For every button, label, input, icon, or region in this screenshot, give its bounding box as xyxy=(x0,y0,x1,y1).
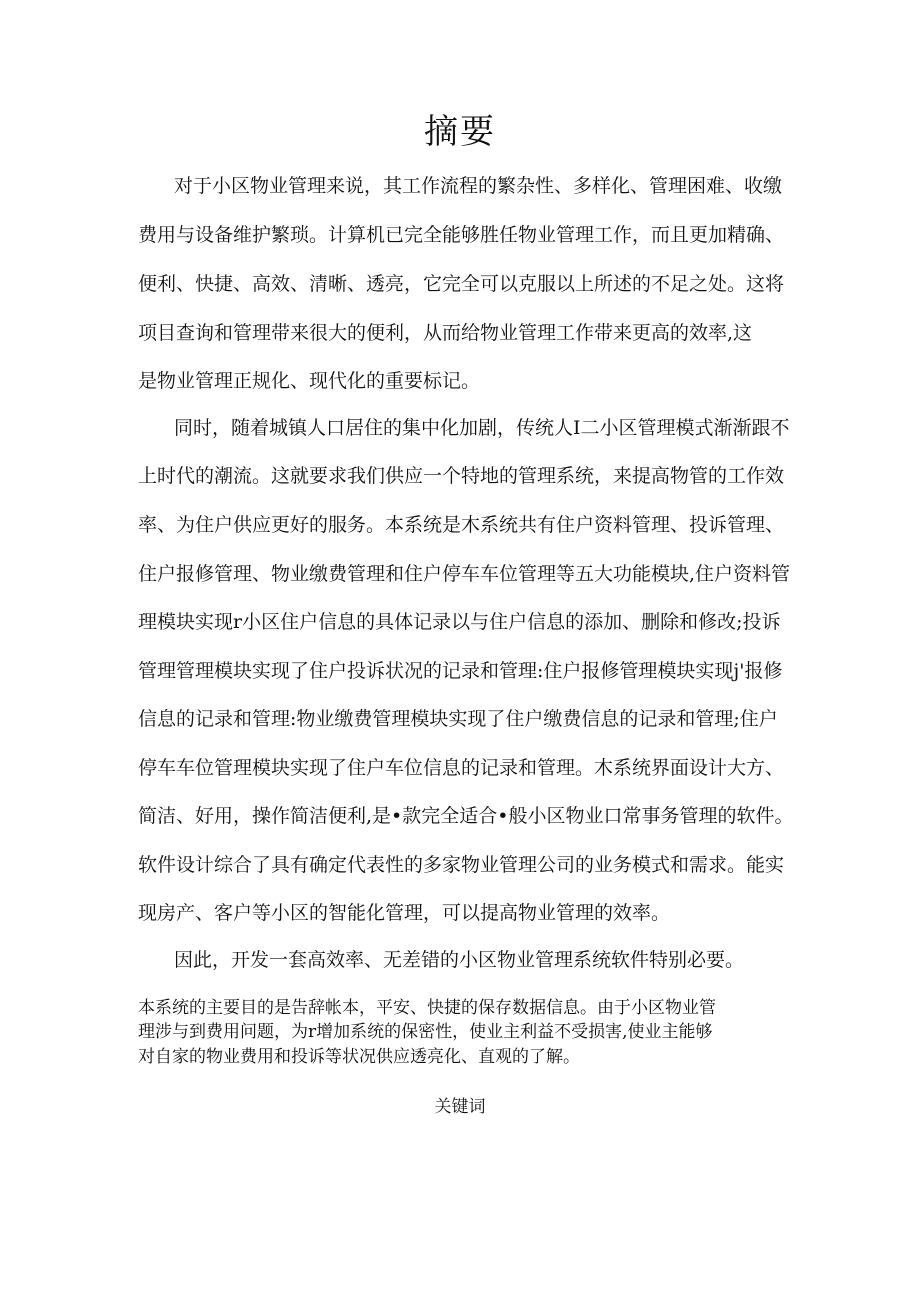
paragraph-1-line-4: 项目查询和管理带来很大的便利，从而给物业管理工作带来更高的效率,这 xyxy=(138,322,753,344)
paragraph-1-line-5: 是物业管理正规化、现代化的重要标记。 xyxy=(138,370,481,392)
paragraph-3: 因此，开发一套高效率、无差错的小区物业管理系统软件特别必要。 xyxy=(174,949,745,971)
paragraph-2-line-3: 率、为住户供应更好的服务。本系统是木系统共有住户资料管理、投诉管理、 xyxy=(138,514,785,536)
keywords-heading: 关键词 xyxy=(434,1097,486,1117)
paragraph-2-line-4: 住户报修管理、物业缴费管理和住户停车车位管理等五大功能模块,住户资料管 xyxy=(138,563,791,585)
paragraph-4-line-3: 对自家的物业费用和投诉等状况供应透亮化、直观的了解。 xyxy=(138,1047,580,1067)
paragraph-2-line-9: 简洁、好用，操作简洁便利,是•款完全适合•般小区物业口常事务管理的软件。 xyxy=(138,805,794,827)
paragraph-2-line-10: 软件设计综合了具有确定代表性的多家物业管理公司的业务模式和需求。能实 xyxy=(138,854,785,876)
paragraph-2-line-7: 信息的记录和管理:物业缴费管理模块实现了住户缴费信息的记录和管理;住户 xyxy=(138,708,778,730)
paragraph-1-line-2: 费用与设备维护繁琐。计算机已完全能够胜任物业管理工作，而且更加精确、 xyxy=(138,224,785,246)
paragraph-1-line-1: 对于小区物业管理来说，其工作流程的繁杂性、多样化、管理困难、收缴 xyxy=(174,175,783,197)
paragraph-2-line-1: 同时，随着城镇人口居住的集中化加剧，传统人I二小区管理模式渐渐跟不 xyxy=(174,417,790,439)
paragraph-2-line-11: 现房产、客户等小区的智能化管理，可以提高物业管理的效率。 xyxy=(138,902,671,924)
paragraph-2-line-2: 上时代的潮流。这就要求我们供应一个特地的管理系统，来提高物管的工作效 xyxy=(138,465,785,487)
page-title: 摘要 xyxy=(424,112,496,152)
paragraph-4-line-2: 理涉与到费用问题，为r增加系统的保密性，使业主利益不受损害,使业主能够 xyxy=(138,1022,713,1042)
paragraph-2-line-6: 管理管理模块实现了住户投诉状况的记录和管理:住户报修管理模块实现j'报修 xyxy=(138,660,783,682)
paragraph-2-line-5: 理模块实现r小区住户信息的具体记录以与住户信息的添加、删除和修改;投诉 xyxy=(138,611,781,633)
paragraph-2-line-8: 停车车位管理模块实现了住户车位信息的记录和管理。木系统界面设计大方、 xyxy=(138,757,785,779)
paragraph-1-line-3: 便利、快捷、高效、清晰、透亮，它完全可以克服以上所述的不足之处。这将 xyxy=(138,273,785,295)
paragraph-4-line-1: 本系统的主要目的是告辞帐本，平安、快捷的保存数据信息。由于小区物业管 xyxy=(138,998,716,1018)
